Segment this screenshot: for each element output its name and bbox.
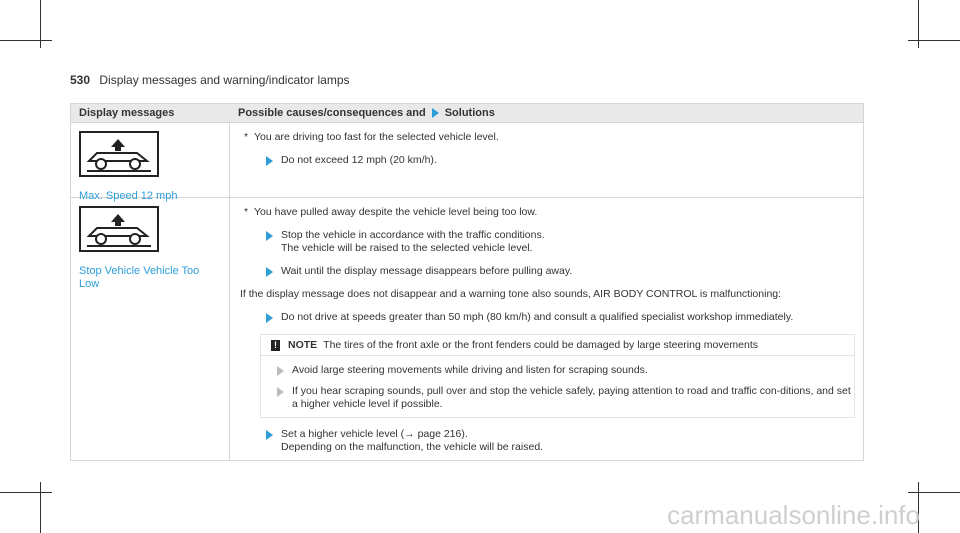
crop-mark	[0, 492, 52, 493]
arrow-right-icon	[277, 387, 284, 397]
arrow-right-icon	[266, 267, 273, 277]
note-step	[271, 364, 854, 377]
step-result: The vehicle will be raised to the selected vehicle level.	[281, 242, 533, 254]
crop-mark	[908, 40, 960, 41]
note-text: The tires of the front axle or the front fenders could be damaged by large steering movements	[323, 338, 758, 351]
col-header-messages: Display messages	[79, 107, 175, 119]
step-text: If you hear scraping sounds, pull over and stop the vehicle safely, paying attention to road and traffic con-ditions, and set a higher vehicle level if possible.	[292, 385, 851, 410]
display-message-max-speed: Max. Speed 12 mph	[79, 190, 178, 202]
arrow-right-icon	[432, 108, 439, 118]
malfunction-text: If the display message does not disappear and a warning tone also sounds, AIR BODY CONTROL is malfunctioning:	[240, 288, 782, 300]
note-step	[271, 385, 854, 411]
arrow-right-icon	[266, 430, 273, 440]
table-header	[71, 104, 863, 122]
display-message-vehicle-too-low: Stop Vehicle Vehicle Too Low	[79, 265, 200, 290]
solution-step	[260, 265, 855, 278]
page-title: Display messages and warning/indicator lamps	[99, 73, 350, 87]
col-header-suffix: Solutions	[444, 107, 495, 119]
col-header-prefix: Possible causes/consequences and	[238, 107, 426, 119]
step-text: Stop the vehicle in accordance with the traffic conditions.	[281, 229, 545, 241]
table-row	[71, 197, 863, 460]
messages-table	[70, 103, 864, 461]
step-text: Avoid large steering movements while driving and listen for scraping sounds.	[292, 364, 648, 376]
crop-mark	[908, 492, 960, 493]
crop-mark	[0, 40, 52, 41]
asterisk-icon: *	[244, 131, 249, 143]
asterisk-icon: *	[244, 206, 249, 218]
step-text: Wait until the display message disappears before pulling away.	[281, 265, 573, 277]
arrow-right-icon	[266, 313, 273, 323]
step-text: Do not drive at speeds greater than 50 mph (80 km/h) and consult a qualified specialist workshop immediately.	[281, 311, 794, 323]
page-header	[70, 73, 350, 87]
arrow-right-icon	[277, 366, 284, 376]
solution-step	[260, 229, 855, 255]
cause-text: You are driving too fast for the selected vehicle level.	[254, 131, 499, 143]
watermark: carmanualsonline.info	[667, 500, 920, 530]
arrow-right-icon	[266, 156, 273, 166]
solution-step	[260, 311, 855, 324]
solution-step	[260, 428, 855, 454]
crop-mark	[40, 482, 41, 533]
vehicle-level-raise-icon	[79, 131, 159, 177]
solution-step	[260, 154, 855, 167]
arrow-right-icon	[266, 231, 273, 241]
cause-text: You have pulled away despite the vehicle level being too low.	[254, 206, 538, 218]
step-text: Set a higher vehicle level (→ page 216).	[281, 428, 468, 440]
note-box	[260, 334, 855, 418]
step-result: Depending on the malfunction, the vehicle will be raised.	[281, 441, 544, 453]
warning-exclamation-icon: !	[271, 340, 280, 351]
vehicle-level-raise-icon	[79, 206, 159, 252]
step-text: Do not exceed 12 mph (20 km/h).	[281, 154, 437, 166]
page-number: 530	[70, 73, 91, 87]
col-header-causes	[230, 104, 863, 122]
note-label: NOTE	[288, 338, 318, 351]
table-row	[71, 122, 863, 202]
